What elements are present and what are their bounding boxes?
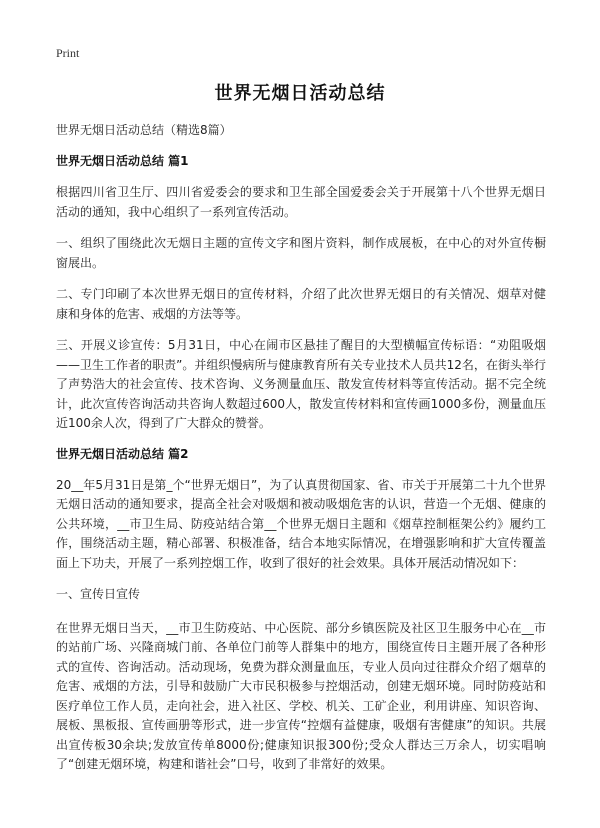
print-link[interactable]: Print (56, 46, 80, 60)
document-body (56, 122, 546, 787)
paragraph: 二、专门印刷了本次世界无烟日的宣传材料，介绍了此次世界无烟日的有关情况、烟草对健康和身体的危害、戒烟的方法等等。 (56, 287, 546, 321)
section-heading: 世界无烟日活动总结 篇2 (56, 446, 189, 461)
section-2 (56, 446, 546, 775)
paragraph: 20__年5月31日是第_个“世界无烟日”，为了认真贯彻国家、省、市关于开展第二十九个世界无烟日活动的通知要求，提高全社会对吸烟和被动吸烟危害的认识，营造一个无烟、健康的公共环境，__市卫生局、防疫站结合第__个世界无烟日主题和《烟草控制框架公约》履约工作，围绕活动主题，精心部署、积极准备，结合本地实际情况，在增强影响和扩大宣传覆盖面上下功夫，开展了一系列控烟工作，收到了很好的社会效果。具体开展活动情况如下： (56, 477, 546, 570)
paragraph: 在世界无烟日当天，__市卫生防疫站、中心医院、部分乡镇医院及社区卫生服务中心在__市的站前广场、兴隆商城门前、各单位门前等人群集中的地方，围绕宣传日主题开展了各种形式的宣传、咨询活动。活动现场，免费为群众测量血压，专业人员向过往群众介绍了烟草的危害、戒烟的方法，引导和鼓励广大市民积极参与控烟活动，创建无烟环境。同时防疫站和医疗单位工作人员，走向社会，进入社区、学校、机关、工矿企业，利用讲座、知识咨询、展板、黑板报、宣传画册等形式，进一步宣传“控烟有益健康，吸烟有害健康”的知识。共展出宣传板30余块;发放宣传单8000份;健康知识报300份;受众人群达三万余人，切实唱响了“创建无烟环境，构建和谐社会”口号，收到了非常好的效果。 (56, 620, 546, 771)
document-subtitle: 世界无烟日活动总结（精选8篇） (56, 123, 232, 137)
section-1 (56, 153, 546, 434)
paragraph: 三、开展义诊宣传：5月31日，中心在闹市区悬挂了醒目的大型横幅宣传标语：“劝阻吸烟——卫生工作者的职责”。并组织慢病所与健康教育所有关专业技术人员共12名，在街头举行了声势浩大的社会宣传、技术咨询、义务测量血压、散发宣传材料等宣传活动。据不完全统计，此次宣传咨询活动共咨询人数超过600人，散发宣传材料和宣传画1000多份，测量血压近100余人次，得到了广大群众的赞誉。 (56, 338, 546, 430)
paragraph: 一、组织了围绕此次无烟日主题的宣传文字和图片资料，制作成展板，在中心的对外宣传橱窗展出。 (56, 236, 546, 270)
section-heading: 世界无烟日活动总结 篇1 (56, 154, 189, 168)
paragraph: 根据四川省卫生厅、四川省爱委会的要求和卫生部全国爱委会关于开展第十八个世界无烟日活动的通知，我中心组织了一系列宣传活动。 (56, 185, 546, 219)
paragraph: 一、宣传日宣传 (56, 587, 141, 601)
document-title: 世界无烟日活动总结 (214, 83, 386, 104)
